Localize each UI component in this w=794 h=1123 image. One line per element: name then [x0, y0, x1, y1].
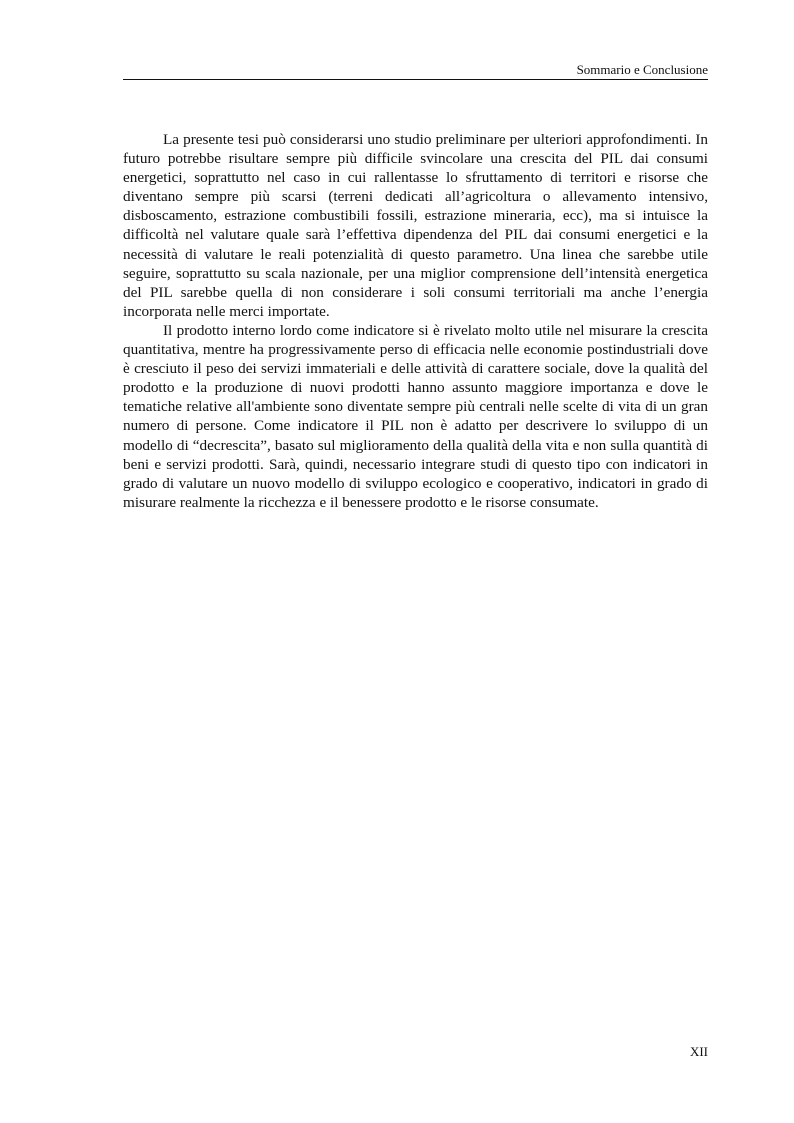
body-text: [123, 130, 708, 512]
running-header-title: Sommario e Conclusione: [576, 62, 708, 77]
paragraph-2: Il prodotto interno lordo come indicatore si è rivelato molto utile nel misurare la crescita quantitativa, mentre ha progressivamente perso di efficacia nelle economie postindustriali dove è cresciuto il peso dei servizi immateriali e delle attività di carattere sociale, dove la qualità del prodotto e la produzione di nuovi prodotti hanno assunto maggiore importanza e dove le tematiche relative all'ambiente sono diventate sempre più centrali nelle scelte di vita di un gran numero di persone. Come indicatore il PIL non è adatto per descrivere lo sviluppo di un modello di “decrescita”, basato sul miglioramento della qualità della vita e non sulla quantità di beni e servizi prodotti. Sarà, quindi, necessario integrare studi di questo tipo con indicatori in grado di valutare un nuovo modello di sviluppo ecologico e cooperativo, indicatori in grado di misurare realmente la ricchezza e il benessere prodotto e le risorse consumate.: [123, 321, 708, 511]
page-number: XII: [689, 1044, 708, 1059]
header-rule: [123, 79, 708, 80]
paragraph-1: La presente tesi può considerarsi uno studio preliminare per ulteriori approfondimenti. In futuro potrebbe risultare sempre più difficile svincolare una crescita del PIL dai consumi energetici, soprattutto nel caso in cui rallentasse lo sfruttamento di territori e risorse che diventano sempre più scarsi (terreni dedicati all’agricoltura o allevamento intensivo, disboscamento, estrazione combustibili fossili, estrazione mineraria, ecc), ma si intuisce la difficoltà nel valutare quale sarà l’effettiva dipendenza del PIL dai consumi energetici e la necessità di valutare le reali potenzialità di questo parametro. Una linea che sarebbe utile seguire, soprattutto su scala nazionale, per una miglior comprensione dell’intensità energetica del PIL sarebbe quella di non considerare i soli consumi territoriali ma anche l’energia incorporata nelle merci importate.: [123, 131, 708, 320]
